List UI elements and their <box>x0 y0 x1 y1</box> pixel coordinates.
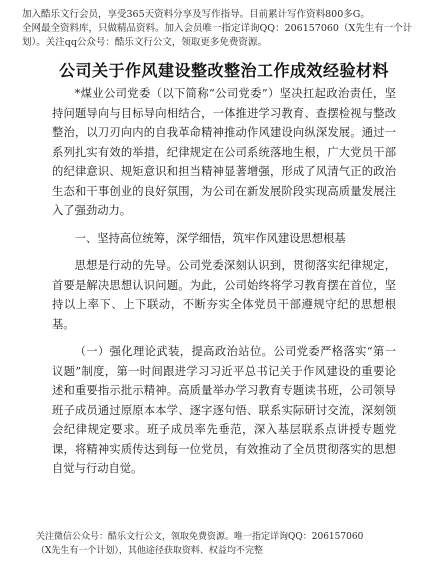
document-title: 公司关于作风建设整改整治工作成效经验材料 <box>58 61 389 80</box>
body-paragraph: 思想是行动的先导。公司党委深刻认识到，贯彻落实纪律规定，首要是解决思想认识问题。为此，公司始终将学习教育摆在首位，坚持以上率下、上下联动，不断夯实全体党员干部遵规守纪的思想根基。 <box>52 259 396 331</box>
footer-note <box>36 530 416 558</box>
section-heading: 一、坚持高位统筹，深学细悟，筑牢作风建设思想根基 <box>74 231 346 245</box>
footer-line-2: （X先生有一个计划），其他途径获取资料、权益均不完整 <box>36 546 263 556</box>
document-body <box>52 84 396 487</box>
intro-paragraph: *煤业公司党委（以下简称“公司党委”）坚决扛起政治责任，坚持问题导向与目标导向相结合，一体推进学习教育、查摆检视与整改整治，以刀刃向内的自我革命精神推动作风建设向纵深发展。通过一系列扎实有效的举措，纪律规定在公司系统落地生根，广大党员干部的纪律意识、规矩意识和担当精神显著增强，形成了风清气正的政治生态和干事创业的良好氛围，为公司在新发展阶段实现高质量发展注入了强劲动力。 <box>52 87 396 217</box>
header-line-2: 全网最全资料库，只做精品资料。加入会员唯一指定详询QQ：206157060（X先生有一个计划）。关注qq公众号：酷乐文行公文，领取更多免费资源。 <box>22 23 413 48</box>
body-paragraph: （一）强化理论武装，提高政治站位。公司党委严格落实“第一议题”制度，第一时间跟进学习习近平总书记关于作风建设的重要论述和重要指示批示精神。高质量举办学习教育专题读书班，公司领导班子成员通过原原本本学、逐字逐句悟、联系实际研讨交流，深刻领会纪律规定要求。班子成员率先垂范，深入基层联系点讲授专题党课，将精神实质传达到每一位党员，有效推动了全员贯彻落实的思想自觉与行动自觉。 <box>52 345 396 475</box>
header-note <box>22 8 428 50</box>
header-line-1: 加入酷乐文行会员，享受365天资料分享及写作指导。目前累计写作资料800多G。 <box>22 9 370 20</box>
footer-line-1: 关注微信公众号：酷乐文行公文，领取免费资源。唯一指定详询QQ：206157060 <box>36 532 364 542</box>
